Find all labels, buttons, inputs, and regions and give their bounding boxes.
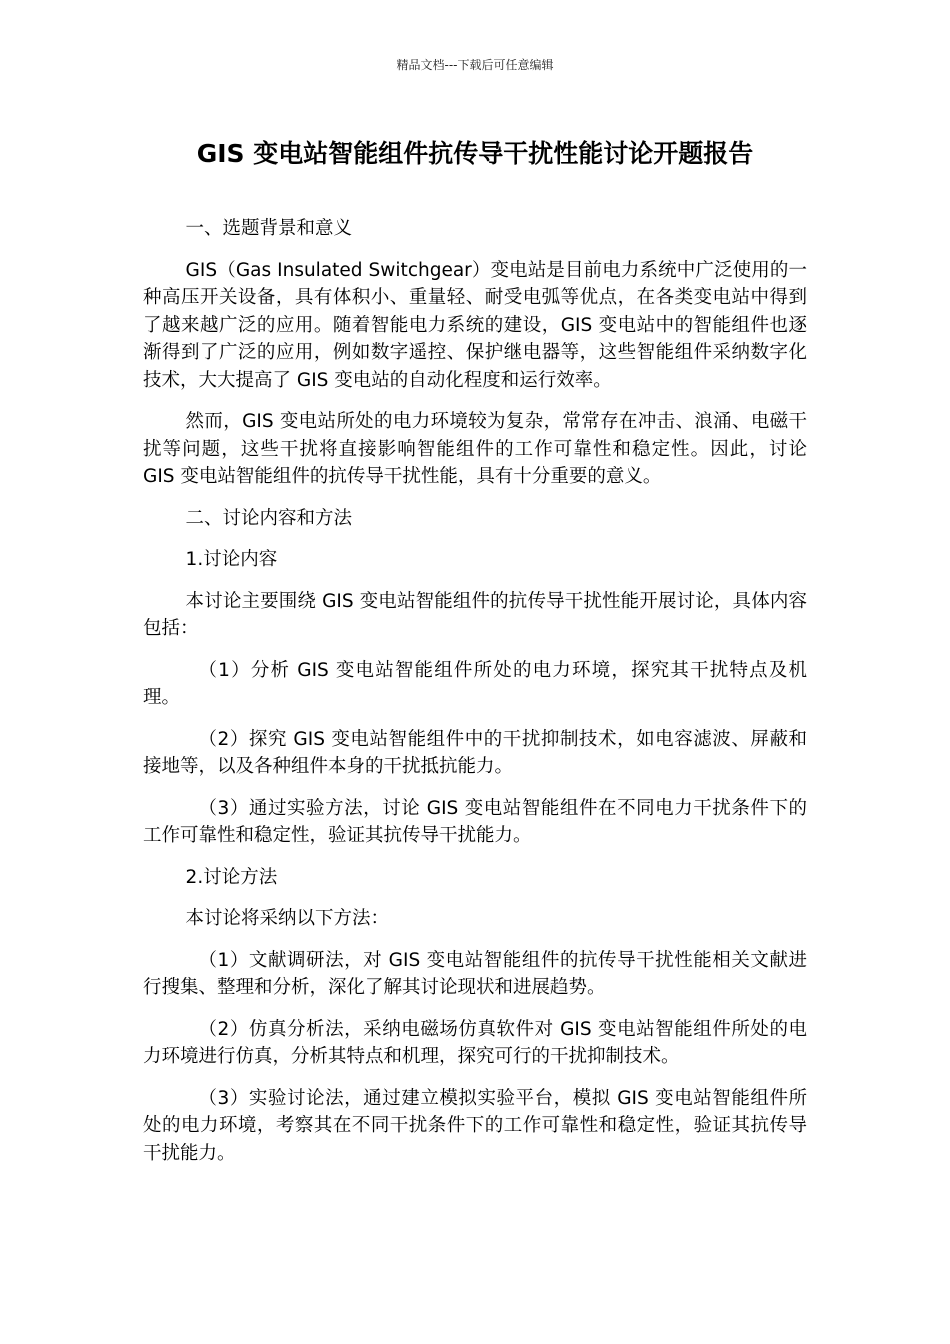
section-heading-background: 一、选题背景和意义	[185, 218, 353, 239]
document-body	[143, 215, 807, 1181]
paragraph-gis-intro: GIS（Gas Insulated Switchgear）变电站是目前电力系统中广泛使用的一种高压开关设备，具有体积小、重量轻、耐受电弧等优点，在各类变电站中得到了越来越广泛的应用。随着智能电力系统的建设，GIS 变电站中的智能组件也逐渐得到了广泛的应用，例如数字遥控、保护继电器等，这些智能组件采纳数字化技术，大大提高了 GIS 变电站的自动化程度和运行效率。	[143, 259, 807, 391]
paragraph-methods-intro: 本讨论将采纳以下方法：	[185, 908, 390, 929]
paragraph-interference-significance: 然而，GIS 变电站所处的电力环境较为复杂，常常存在冲击、浪涌、电磁干扰等问题，这些干扰将直接影响智能组件的工作可靠性和稳定性。因此，讨论 GIS 变电站智能组件的抗传导干扰性能，具有十分重要的意义。	[143, 411, 807, 487]
subheading-research-content: 1.讨论内容	[185, 549, 278, 570]
list-item-content-1: （1）分析 GIS 变电站智能组件所处的电力环境，探究其干扰特点及机理。	[143, 659, 807, 708]
list-item-method-3: （3）实验讨论法，通过建立模拟实验平台，模拟 GIS 变电站智能组件所处的电力环境，考察其在不同干扰条件下的工作可靠性和稳定性，验证其抗传导干扰能力。	[143, 1087, 807, 1164]
subheading-research-methods: 2.讨论方法	[185, 866, 278, 888]
section-heading-content-methods: 二、讨论内容和方法	[185, 507, 353, 529]
list-item-method-1: （1）文献调研法，对 GIS 变电站智能组件的抗传导干扰性能相关文献进行搜集、整理和分析，深化了解其讨论现状和进展趋势。	[143, 949, 807, 998]
paragraph-content-intro: 本讨论主要围绕 GIS 变电站智能组件的抗传导干扰性能开展讨论，具体内容包括：	[143, 590, 807, 639]
list-item-method-2: （2）仿真分析法，采纳电磁场仿真软件对 GIS 变电站智能组件所处的电力环境进行仿真，分析其特点和机理，探究可行的干扰抑制技术。	[143, 1018, 807, 1067]
header-note: 精品文档---下载后可任意编辑	[396, 58, 554, 72]
document-title: GIS 变电站智能组件抗传导干扰性能讨论开题报告	[196, 139, 754, 168]
list-item-content-3: （3）通过实验方法，讨论 GIS 变电站智能组件在不同电力干扰条件下的工作可靠性和稳定性，验证其抗传导干扰能力。	[143, 797, 807, 846]
list-item-content-2: （2）探究 GIS 变电站智能组件中的干扰抑制技术，如电容滤波、屏蔽和接地等，以及各种组件本身的干扰抵抗能力。	[143, 728, 807, 777]
